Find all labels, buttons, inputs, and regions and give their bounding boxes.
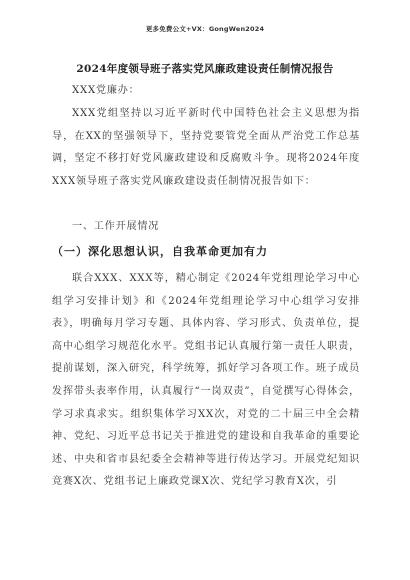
header-note: 更多免费公文+VX：GongWen2024: [145, 25, 265, 33]
salutation-text: XXX党廉办：: [72, 85, 140, 96]
section-1-heading: [52, 216, 360, 239]
paragraph-1: XXX党组坚持以习近平新时代中国特色社会主义思想为指导，在XX的坚强领导下，坚持党要管党全面从严治党工作总基调，坚定不移打好党风廉政建设和反腐败斗争。现将2024年度XXX领导班子落实党风廉政建设责任制情况报告如下：: [52, 108, 360, 187]
section-1-1-heading: （一）深化思想认识，自我革命更加有力: [52, 245, 268, 258]
section-1-heading-text: 一、工作开展情况: [72, 221, 160, 232]
paragraph-2: 联合XXX、XXX等，精心制定《2024年党组理论学习中心组学习安排计划》和《2024年党组理论学习中心组学习安排表》，明确每月学习专题、具体内容、学习形式、负责单位，提高中心组学习规范化水平。党组书记认真履行第一责任人职责，提前谋划，深入研究，科学统筹，抓好学习各项工作。班子成员发挥带头表率作用，认真履行“一岗双责”，自觉撰写心得体会，学习求真求实。组织集体学习XX次，对党的二十届三中全会精神、党纪、习近平总书记关于推进党的建设和自我革命的重要论述、中央和省市县纪委全会精神等进行传达学习。开展党纪知识竞赛X次、党组书记上廉政党课X次、党纪学习教育X次，引: [52, 273, 360, 488]
salutation: [52, 80, 360, 103]
document-title: 2024年度领导班子落实党风廉政建设责任制情况报告: [76, 63, 334, 75]
